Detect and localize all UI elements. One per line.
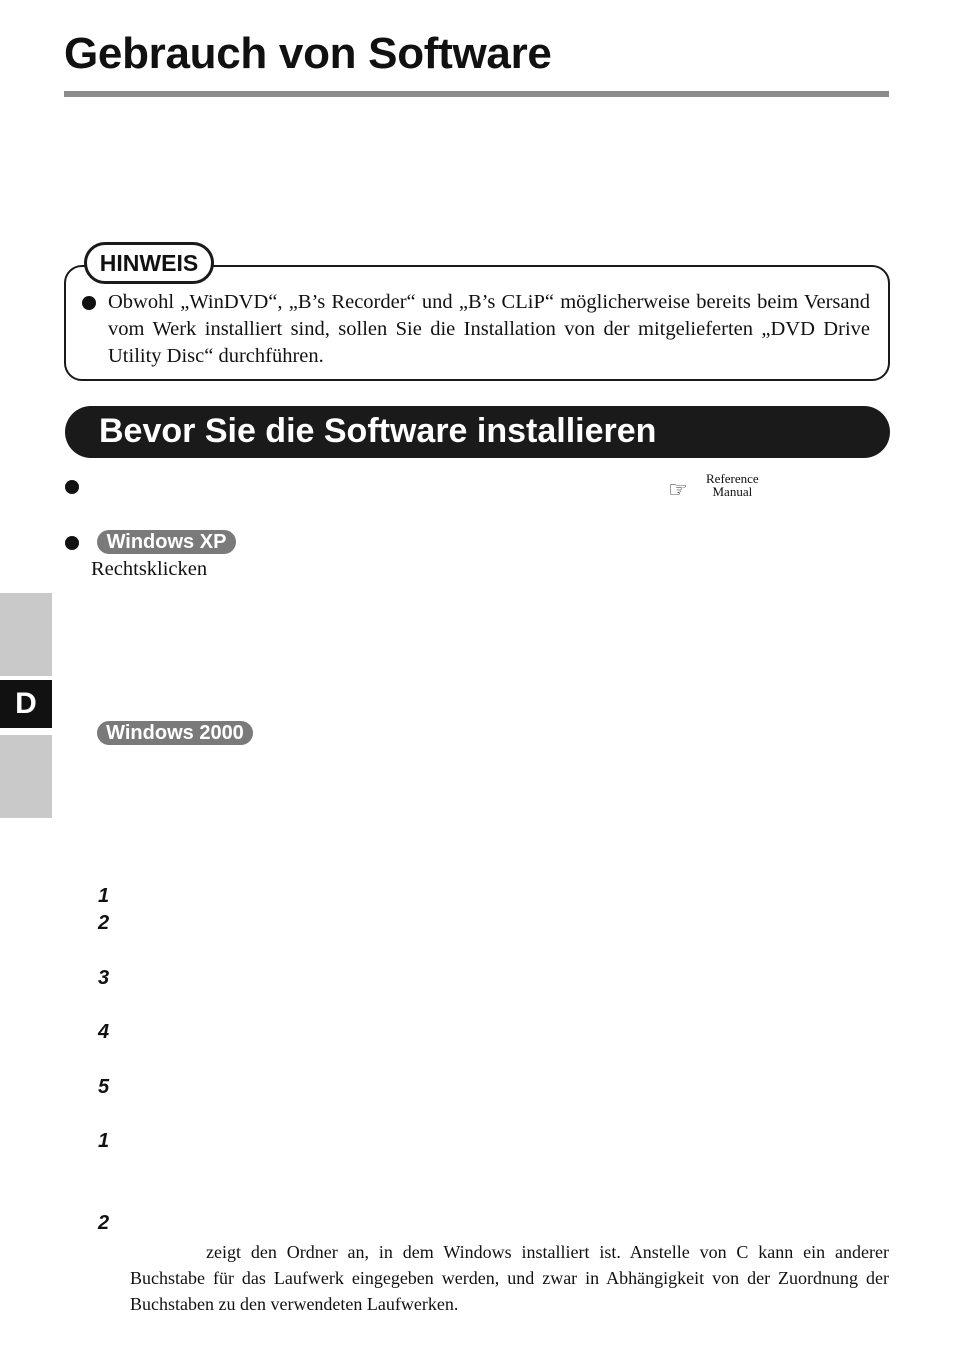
bottom-paragraph-text: zeigt den Ordner an, in dem Windows installiert ist. Anstelle von C kann ein anderer Buchstabe für das Laufwerk eingegeben werden, und zwar in Abhängigkeit von der Zuordnung der Buchstaben zu den verwendeten Laufwerken. <box>130 1242 889 1314</box>
note-text: Obwohl „WinDVD“, „B’s Recorder“ und „B’s CLiP“ möglicherweise bereits beim Versand vom Werk installiert sind, sollen Sie die Installation von der mitgelieferten „DVD Drive Utility Disc“ durchführen. <box>108 291 870 367</box>
step-number: 2 <box>98 1212 110 1234</box>
side-tab-lower <box>0 735 52 818</box>
bottom-paragraph <box>130 1239 889 1317</box>
reference-line2: Manual <box>712 484 753 499</box>
step-number: 1 <box>98 885 110 907</box>
bullet-icon <box>65 536 79 550</box>
page-title: Gebrauch von Software <box>64 29 552 78</box>
pointing-hand-icon: ☞ <box>668 478 688 503</box>
section-title: Bevor Sie die Software installieren <box>99 412 657 450</box>
step-number: 3 <box>98 967 110 989</box>
badge-windows-2000: Windows 2000 <box>97 721 253 745</box>
note-tag: HINWEIS <box>84 242 214 284</box>
reference-line1: Reference <box>706 471 759 486</box>
step-number: 1 <box>98 1130 110 1152</box>
step-number: 2 <box>98 912 110 934</box>
reference-manual-label <box>706 472 759 498</box>
side-tab-letter: D <box>0 680 52 728</box>
badge-windows-xp: Windows XP <box>97 530 236 554</box>
step-number: 5 <box>98 1076 110 1098</box>
bullet-icon <box>82 296 96 310</box>
bullet-icon <box>65 480 79 494</box>
xp-instruction-text: Rechtsklicken <box>91 558 208 580</box>
side-tab-upper <box>0 593 52 676</box>
step-number: 4 <box>98 1021 110 1043</box>
title-rule <box>64 91 889 97</box>
